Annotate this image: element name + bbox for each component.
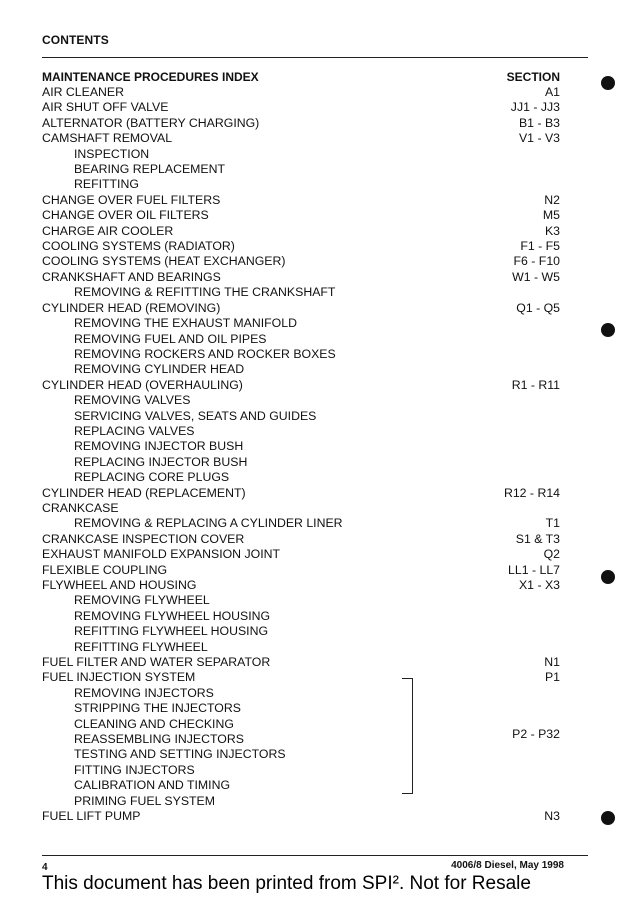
index-row-title: REMOVING CYLINDER HEAD (74, 362, 245, 377)
index-row-title: AIR CLEANER (42, 85, 125, 99)
index-row-section: R12 - R14 (503, 485, 560, 500)
index-row-section: P1 (544, 670, 560, 685)
index-row-title: INSPECTION (74, 146, 150, 161)
index-row-title: REMOVING FUEL AND OIL PIPES (74, 331, 267, 346)
index-row (42, 486, 560, 501)
index-row (42, 516, 560, 531)
index-row-section: N2 (544, 192, 560, 207)
index-row (42, 239, 560, 254)
index-row-title: TESTING AND SETTING INJECTORS (74, 747, 286, 762)
index-row-title: EXHAUST MANIFOLD EXPANSION JOINT (42, 547, 281, 562)
index-row (42, 393, 560, 408)
index-row (42, 147, 560, 162)
index-row-title: PRIMING FUEL SYSTEM (74, 793, 215, 808)
index-row (42, 100, 560, 115)
index-row-title: CRANKSHAFT AND BEARINGS (42, 269, 221, 284)
index-row-section: LL1 - LL7 (508, 562, 560, 577)
index-row (42, 270, 560, 285)
index-row-section: B1 - B3 (518, 115, 560, 130)
index-row-title: FLYWHEEL AND HOUSING (42, 578, 197, 592)
index-row (42, 254, 560, 269)
index-row (42, 332, 560, 347)
index-row-title: SERVICING VALVES, SEATS AND GUIDES (74, 408, 317, 423)
index-row-title: COOLING SYSTEMS (RADIATOR) (42, 239, 235, 254)
index-row-section: F1 - F5 (520, 239, 560, 254)
index-row (42, 455, 560, 470)
index-row-title: CAMSHAFT REMOVAL (42, 131, 173, 146)
index-row-title: REMOVING VALVES (74, 393, 191, 408)
index-row-title: CHANGE OVER OIL FILTERS (42, 208, 209, 223)
index-row (42, 670, 560, 685)
index-row (42, 640, 560, 655)
injection-bracket-label: P2 - P32 (512, 727, 560, 741)
index-row (42, 547, 560, 562)
index-row-title: REASSEMBLING INJECTORS (74, 732, 244, 747)
index-row (42, 301, 560, 316)
index-row-title: CRANKCASE (42, 500, 119, 515)
index-row-title: CYLINDER HEAD (REMOVING) (42, 300, 221, 315)
index-row-title: FUEL LIFT PUMP (42, 809, 141, 824)
index-row (42, 701, 560, 716)
index-row-section: W1 - W5 (512, 269, 560, 284)
doc-info: 4006/8 Diesel, May 1998 (451, 860, 564, 871)
index-row-title: AIR SHUT OFF VALVE (42, 100, 169, 115)
binding-hole-dot (601, 570, 615, 584)
index-row-title: CLEANING AND CHECKING (74, 716, 234, 731)
index-row-section: T1 (545, 516, 560, 531)
index-row (42, 655, 560, 670)
index-row-title: REFITTING (74, 177, 139, 192)
index-row (42, 224, 560, 239)
index-row-section: R1 - R11 (511, 377, 560, 392)
index-row (42, 501, 560, 516)
index-row (42, 686, 560, 701)
index-row-section: V1 - V3 (518, 131, 560, 146)
index-row-title: CYLINDER HEAD (OVERHAULING) (42, 377, 243, 392)
top-rule (42, 57, 588, 58)
index-row (42, 717, 560, 732)
index-row-title: CHANGE OVER FUEL FILTERS (42, 192, 221, 207)
index-row (42, 116, 560, 131)
index-row-title: REMOVING FLYWHEEL HOUSING (74, 608, 271, 623)
section-heading: SECTION (506, 70, 560, 84)
index-row-section: Q1 - Q5 (516, 300, 560, 315)
index-row-title: REFITTING FLYWHEEL (74, 639, 208, 654)
index-row-title: REMOVING & REFITTING THE CRANKSHAFT (74, 285, 336, 300)
index-row-title: FLEXIBLE COUPLING (42, 562, 168, 577)
index-row (42, 85, 560, 100)
index-row-section: A1 (544, 85, 560, 99)
bottom-rule (42, 855, 588, 856)
index-row-title: REMOVING & REPLACING A CYLINDER LINER (74, 516, 343, 531)
index-row (42, 532, 560, 547)
index-row (42, 193, 560, 208)
index-row-title: CALIBRATION AND TIMING (74, 778, 231, 793)
index-row-section: F6 - F10 (513, 254, 560, 269)
index-row-title: REMOVING THE EXHAUST MANIFOLD (74, 316, 297, 331)
index-row (42, 378, 560, 393)
index-row-title: REPLACING INJECTOR BUSH (74, 454, 248, 469)
index-row (42, 593, 560, 608)
index-row (42, 778, 560, 793)
index-row (42, 208, 560, 223)
index-row-section: M5 (542, 208, 560, 223)
index-row-title: REFITTING FLYWHEEL HOUSING (74, 624, 269, 639)
contents-header: CONTENTS (42, 33, 109, 47)
index-row-section: N3 (544, 809, 560, 824)
index-list (42, 85, 560, 825)
index-row (42, 316, 560, 331)
index-row-title: FITTING INJECTORS (74, 762, 195, 777)
index-row (42, 563, 560, 578)
index-row-title: CRANKCASE INSPECTION COVER (42, 531, 245, 546)
index-row-title: REMOVING FLYWHEEL (74, 593, 210, 608)
index-row-section: JJ1 - JJ3 (510, 100, 560, 115)
index-row (42, 162, 560, 177)
index-row (42, 747, 560, 762)
spi-watermark: This document has been printed from SPI². Not for Resale (42, 873, 531, 894)
index-row (42, 470, 560, 485)
index-row-title: BEARING REPLACEMENT (74, 162, 226, 177)
index-row-section: N1 (544, 655, 560, 670)
index-row (42, 131, 560, 146)
index-row (42, 763, 560, 778)
index-row-title: FUEL INJECTION SYSTEM (42, 670, 196, 685)
index-row (42, 578, 560, 593)
binding-hole-dot (601, 323, 615, 337)
index-row (42, 362, 560, 377)
injection-bracket (402, 678, 413, 794)
index-row (42, 177, 560, 192)
index-row (42, 285, 560, 300)
binding-hole-dot (601, 811, 615, 825)
index-row-section: S1 & T3 (515, 531, 560, 546)
index-row-section: K3 (544, 223, 560, 238)
index-row-title: CYLINDER HEAD (REPLACEMENT) (42, 485, 246, 500)
index-row (42, 439, 560, 454)
index-row-title: COOLING SYSTEMS (HEAT EXCHANGER) (42, 254, 286, 269)
binding-hole-dot (601, 76, 615, 90)
index-row (42, 732, 560, 747)
index-row-title: REPLACING CORE PLUGS (74, 470, 230, 485)
index-row (42, 409, 560, 424)
index-row-title: REMOVING ROCKERS AND ROCKER BOXES (74, 346, 336, 361)
index-row-title: FUEL FILTER AND WATER SEPARATOR (42, 655, 271, 670)
index-row (42, 424, 560, 439)
index-row-title: REMOVING INJECTORS (74, 685, 214, 700)
index-row-title: CHARGE AIR COOLER (42, 223, 174, 238)
index-row (42, 794, 560, 809)
index-row-title: ALTERNATOR (BATTERY CHARGING) (42, 115, 260, 130)
index-row (42, 624, 560, 639)
page-number: 4 (42, 862, 48, 873)
index-row-section: Q2 (543, 547, 560, 562)
index-row (42, 609, 560, 624)
index-row-title: STRIPPING THE INJECTORS (74, 701, 241, 716)
index-row (42, 809, 560, 824)
index-heading: MAINTENANCE PROCEDURES INDEX (42, 70, 259, 84)
index-row-title: REMOVING INJECTOR BUSH (74, 439, 244, 454)
index-row-section: X1 - X3 (518, 578, 560, 592)
index-row-title: REPLACING VALVES (74, 423, 195, 438)
index-row (42, 347, 560, 362)
